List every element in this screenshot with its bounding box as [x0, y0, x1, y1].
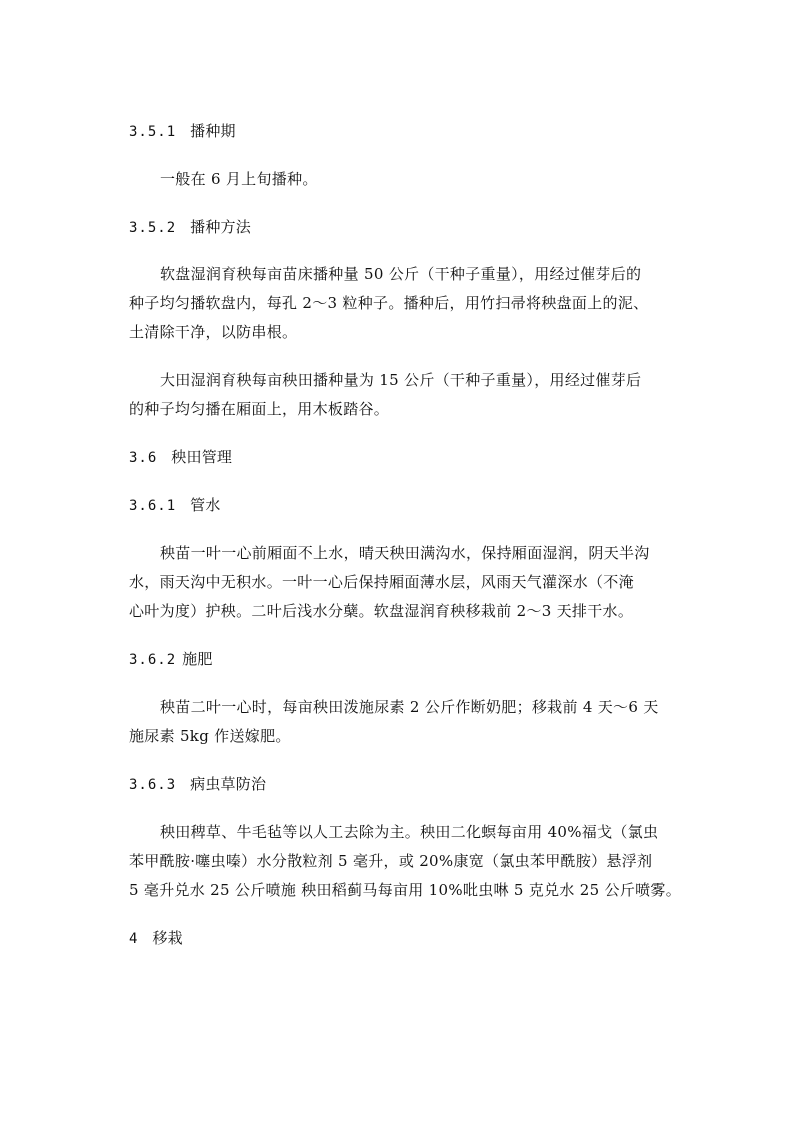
paragraph-line: 心叶为度）护秧。二叶后浅水分蘖。软盘湿润育秧移栽前 2～3 天排干水。 — [129, 602, 634, 620]
section-title: 病虫草防治 — [190, 775, 267, 793]
paragraph-line: 苯甲酰胺·噻虫嗪）水分散粒剂 5 毫升，或 20%康宽（氯虫苯甲酰胺）悬浮剂 — [129, 852, 653, 870]
paragraph-line: 一般在 6 月上旬播种。 — [160, 170, 318, 188]
paragraph-line: 施尿素 5kg 作送嫁肥。 — [129, 727, 291, 745]
paragraph-line: 5 毫升兑水 25 公斤喷施 秧田稻蓟马每亩用 10%吡虫啉 5 克兑水 25 公斤喷雾。 — [129, 881, 682, 899]
section-title: 播种期 — [190, 122, 236, 140]
paragraph-line: 大田湿润育秧每亩秧田播种量为 15 公斤（干种子重量），用经过催芽后 — [160, 371, 642, 389]
section-heading-3-6-2 — [129, 649, 213, 670]
section-number: 3.6 — [129, 450, 158, 466]
paragraph-line: 秧苗二叶一心时，每亩秧田泼施尿素 2 公斤作断奶肥；移栽前 4 天～6 天 — [160, 698, 659, 716]
section-heading-3-5-2 — [129, 217, 251, 238]
section-title: 施肥 — [182, 650, 213, 668]
section-title: 播种方法 — [190, 218, 251, 236]
section-heading-3-6-3 — [129, 774, 266, 795]
paragraph-line: 软盘湿润育秧每亩苗床播种量 50 公斤（干种子重量），用经过催芽后的 — [160, 265, 642, 283]
section-heading-4 — [129, 928, 183, 949]
section-number: 3.6.2 — [129, 652, 177, 668]
section-title: 移栽 — [152, 929, 183, 947]
paragraph-line: 秧苗一叶一心前厢面不上水，晴天秧田满沟水，保持厢面湿润，阴天半沟 — [160, 544, 650, 562]
section-title: 秧田管理 — [171, 448, 233, 466]
paragraph-line: 土清除干净，以防串根。 — [129, 323, 298, 341]
paragraph-line: 种子均匀播软盘内，每孔 2～3 粒种子。播种后，用竹扫帚将秧盘面上的泥、 — [129, 294, 649, 312]
paragraph-line: 的种子均匀播在厢面上，用木板踏谷。 — [129, 400, 390, 418]
section-number: 3.6.3 — [129, 777, 177, 793]
section-heading-3-5-1 — [129, 121, 236, 142]
section-heading-3-6-1 — [129, 495, 221, 516]
section-title: 管水 — [190, 496, 221, 514]
section-number: 3.6.1 — [129, 498, 177, 514]
paragraph-line: 秧田稗草、牛毛毡等以人工去除为主。秧田二化螟每亩用 40%福戈（氯虫 — [160, 823, 659, 841]
section-number: 3.5.2 — [129, 220, 177, 236]
section-heading-3-6 — [129, 447, 232, 468]
section-number: 3.5.1 — [129, 124, 177, 140]
section-number: 4 — [129, 931, 139, 947]
paragraph-line: 水，雨天沟中无积水。一叶一心后保持厢面薄水层，风雨天气灌深水（不淹 — [129, 573, 634, 591]
